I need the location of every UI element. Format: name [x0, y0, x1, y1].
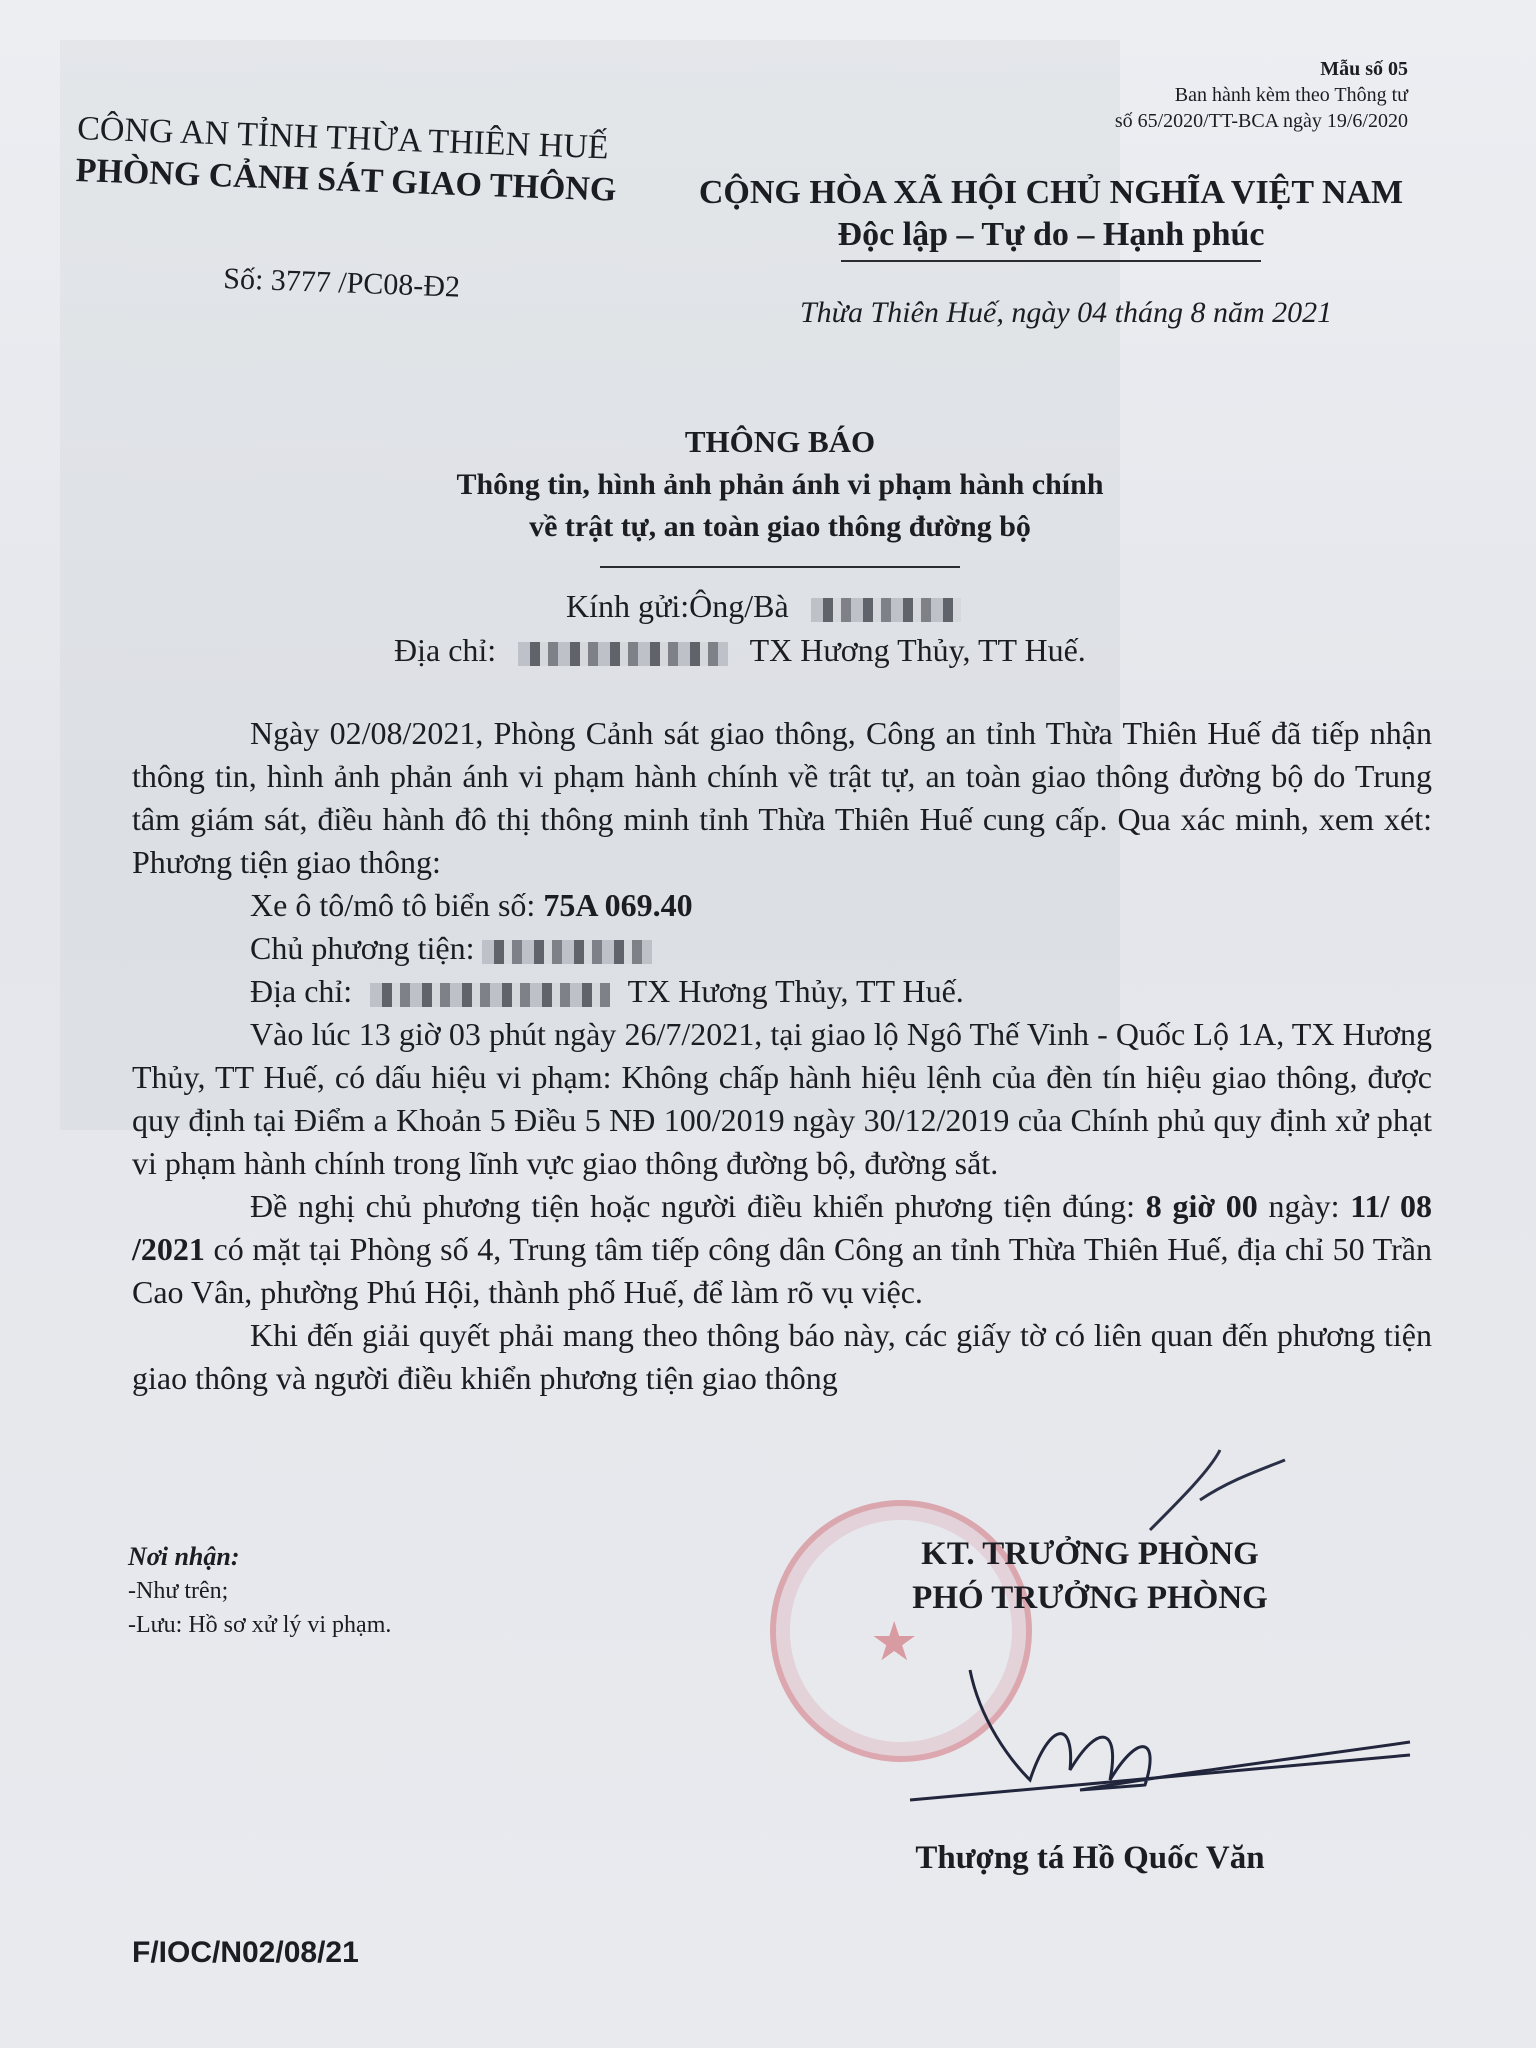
appointment-date: 11/ 08 /2021	[132, 1188, 1433, 1267]
recipient-item-1: -Như trên;	[128, 1578, 229, 1604]
motto-underline	[841, 260, 1261, 262]
redacted-owner	[482, 940, 652, 964]
title-main: THÔNG BÁO	[684, 424, 876, 459]
document-number: Số: 3777 /PC08-Đ2	[222, 262, 461, 304]
signature-block	[830, 1532, 1350, 1620]
owner-address-suffix: TX Hương Thủy, TT Huế.	[627, 973, 964, 1009]
seal-star-icon: ★	[870, 1612, 919, 1672]
form-issued-with: Ban hành kèm theo Thông tư	[1174, 84, 1408, 106]
plate-label: Xe ô tô/mô tô biển số:	[250, 887, 536, 923]
document-title	[300, 420, 1260, 568]
recipients-list	[128, 1540, 391, 1642]
footer-reference: F/IOC/N02/08/21	[132, 1936, 359, 1969]
signature-title-2: PHÓ TRƯỞNG PHÒNG	[912, 1580, 1268, 1616]
p3-text-b: ngày:	[1268, 1188, 1340, 1224]
title-rule	[600, 566, 960, 568]
recipient-address	[394, 632, 1086, 669]
signer-name: Thượng tá Hồ Quốc Văn	[915, 1840, 1265, 1876]
national-header	[694, 172, 1408, 262]
agency-department: PHÒNG CẢNH SÁT GIAO THÔNG	[75, 151, 617, 209]
document-body	[132, 712, 1432, 1400]
p3-text-a: Đề nghị chủ phương tiện hoặc người điều khiển phương tiện đúng:	[250, 1188, 1136, 1224]
redacted-name	[811, 598, 961, 622]
handwritten-signature	[900, 1660, 1420, 1810]
agency-parent: CÔNG AN TỈNH THỪA THIÊN HUẾ	[76, 109, 610, 167]
form-number: Mẫu số 05	[1320, 58, 1408, 80]
recipient-line	[566, 588, 961, 625]
title-line-1: Thông tin, hình ảnh phản ánh vi phạm hành chính	[456, 468, 1104, 501]
dateline: Thừa Thiên Huế, ngày 04 tháng 8 năm 2021	[800, 296, 1333, 329]
nation-motto: Độc lập – Tự do – Hạnh phúc	[837, 216, 1265, 253]
owner-label: Chủ phương tiện:	[250, 930, 475, 966]
redacted-address	[518, 642, 728, 666]
appointment-time: 8 giờ 00	[1145, 1188, 1258, 1224]
owner-line	[132, 927, 1432, 970]
p3-text-c: có mặt tại Phòng số 4, Trung tâm tiếp công dân Công an tỉnh Thừa Thiên Huế, địa chỉ 50 Trần Cao Vân, phường Phú Hội, thành phố Huế, để làm rõ vụ việc.	[132, 1231, 1433, 1310]
address-label: Địa chỉ:	[394, 632, 497, 668]
title-line-2: về trật tự, an toàn giao thông đường bộ	[529, 510, 1031, 543]
recipients-heading: Nơi nhận:	[128, 1542, 240, 1571]
body-paragraph-4: Khi đến giải quyết phải mang theo thông báo này, các giấy tờ có liên quan đến phương tiện giao thông và người điều khiển phương tiện giao thông	[132, 1317, 1432, 1396]
form-circular: số 65/2020/TT-BCA ngày 19/6/2020	[1114, 110, 1408, 132]
recipient-item-2: -Lưu: Hồ sơ xử lý vi phạm.	[128, 1612, 392, 1638]
owner-address-line	[132, 970, 1432, 1013]
form-reference	[1115, 56, 1408, 134]
address-suffix: TX Hương Thủy, TT Huế.	[749, 632, 1086, 668]
body-paragraph-3	[132, 1185, 1432, 1314]
plate-number: 75A 069.40	[543, 887, 693, 923]
nation-name: CỘNG HÒA XÃ HỘI CHỦ NGHĨA VIỆT NAM	[698, 174, 1404, 211]
signature-title-1: KT. TRƯỞNG PHÒNG	[921, 1536, 1259, 1572]
owner-address-label: Địa chỉ:	[250, 973, 353, 1009]
plate-line	[132, 884, 1432, 927]
redacted-owner-address	[370, 983, 610, 1007]
recipient-greeting: Kính gửi:Ông/Bà	[566, 588, 789, 624]
body-paragraph-2: Vào lúc 13 giờ 03 phút ngày 26/7/2021, tại giao lộ Ngô Thế Vinh - Quốc Lộ 1A, TX Hương Thủy, TT Huế, có dấu hiệu vi phạm: Không chấp hành hiệu lệnh của đèn tín hiệu giao thông, được quy định tại Điểm a Khoản 5 Điều 5 NĐ 100/2019 ngày 30/12/2019 của Chính phủ quy định xử phạt vi phạm hành chính trong lĩnh vực giao thông đường bộ, đường sắt.	[132, 1016, 1432, 1181]
body-paragraph-1: Ngày 02/08/2021, Phòng Cảnh sát giao thông, Công an tỉnh Thừa Thiên Huế đã tiếp nhận thông tin, hình ảnh phản ánh vi phạm hành chính về trật tự, an toàn giao thông đường bộ do Trung tâm giám sát, điều hành đô thị thông minh tỉnh Thừa Thiên Huế cung cấp. Qua xác minh, xem xét: Phương tiện giao thông:	[132, 715, 1432, 880]
agency-header	[75, 108, 619, 212]
initials-signature	[1140, 1440, 1290, 1540]
